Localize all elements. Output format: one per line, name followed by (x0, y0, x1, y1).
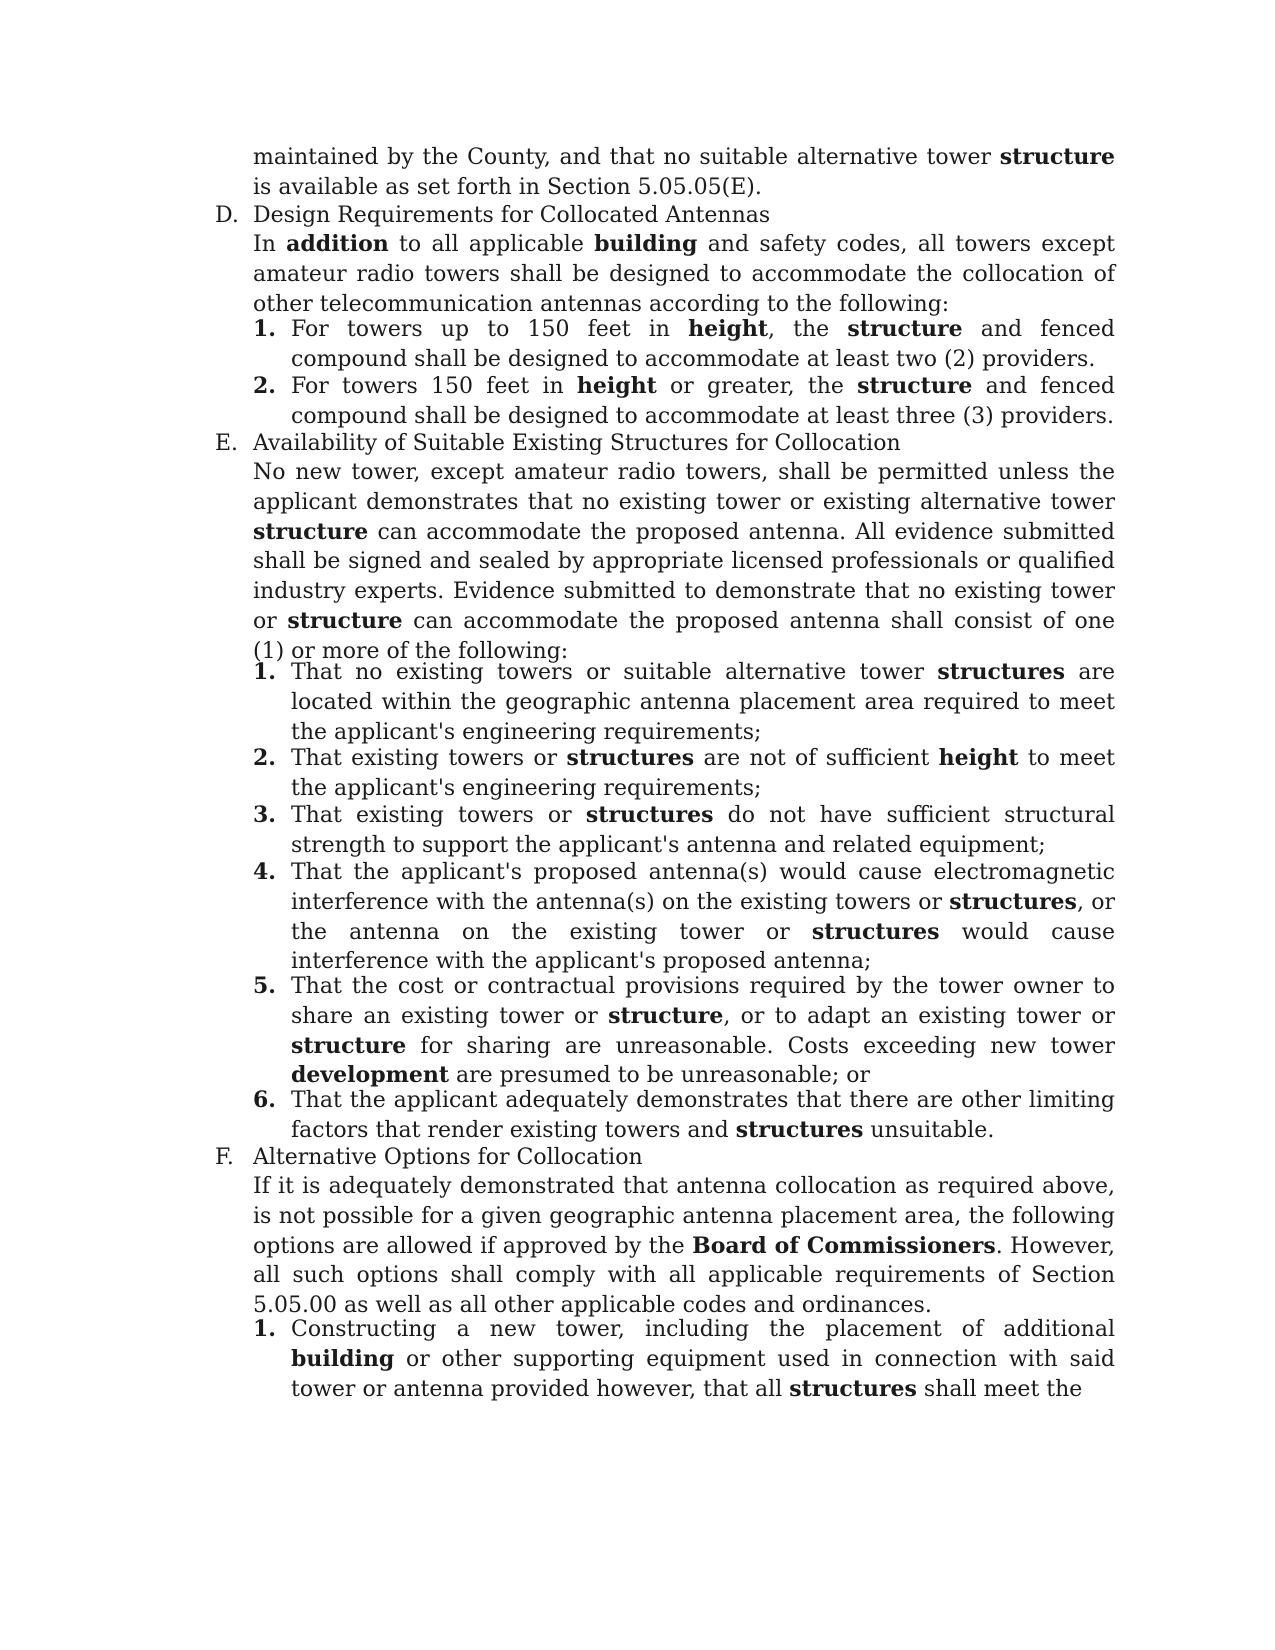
item-number: 1. (253, 659, 276, 685)
item-text (291, 315, 1115, 375)
text-run: is available as set forth in Section 5.05.05(E). (253, 174, 762, 200)
item-number: 1. (253, 1316, 276, 1342)
bold-term: structure (608, 1002, 724, 1029)
section-letter: E. (215, 431, 239, 456)
text-run: are located within the geographic antenna placement area required to meet the applicant's engineering requirements; (291, 660, 1115, 745)
bold-term: structure (291, 1032, 407, 1059)
list-item (253, 315, 1115, 375)
text-run: or greater, the (656, 374, 858, 399)
text-run: Constructing a new tower, including the placement of additional (291, 1317, 1115, 1342)
text-run: That existing towers or (291, 803, 586, 828)
item-number: 5. (253, 973, 276, 999)
item-number: 4. (253, 859, 276, 885)
list-item (253, 372, 1115, 432)
section-letter: D. (215, 203, 239, 228)
section-title: Availability of Suitable Existing Structures for Collocation (253, 431, 901, 456)
text-run: That the cost or contractual provisions required by the tower owner to share an existing tower or (291, 974, 1115, 1029)
bold-term: structure (253, 518, 369, 545)
bold-term: height (938, 745, 1019, 771)
text-run: No new tower, except amateur radio towers, shall be permitted unless the applicant demonstrates that no existing tower or existing alternative tower (253, 460, 1115, 515)
bold-term: height (688, 316, 768, 342)
item-number: 1. (253, 316, 276, 342)
list-item (253, 744, 1115, 804)
section-d-intro (253, 230, 1115, 319)
text-run: would cause interference with the applicant's proposed antenna; (291, 919, 1115, 975)
text-run: If it is adequately demonstrated that antenna collocation as required above, is not possible for a given geographic antenna placement area, the following options are allowed if approved by the (253, 1174, 1115, 1259)
text-run: In (253, 232, 287, 257)
list-item (253, 801, 1115, 861)
text-run: , or the antenna on the existing tower or (291, 889, 1115, 945)
bold-term: structures (937, 659, 1066, 685)
item-text (291, 858, 1115, 977)
list-item (253, 1315, 1115, 1404)
continuation-paragraph (253, 143, 1115, 203)
text-run: For towers 150 feet in (291, 374, 577, 399)
text-run: shall meet the (916, 1376, 1083, 1402)
item-number: 3. (253, 802, 276, 828)
bold-term: addition (286, 231, 389, 257)
text-run: That existing towers or (291, 746, 567, 771)
bold-term: structure (857, 373, 973, 399)
section-letter: F. (215, 1145, 234, 1170)
item-number: 2. (253, 373, 276, 399)
text-run: and safety codes, all towers except amateur radio towers shall be designed to accommodate the collocation of other telecommunication antennas according to the following: (253, 232, 1115, 317)
text-run: can accommodate the proposed antenna. All evidence submitted shall be signed and sealed by appropriate licensed professionals or qualified industry experts. Evidence submitted to demonstrate that no existing tower or (253, 519, 1115, 634)
item-text (291, 744, 1115, 804)
text-run: For towers up to 150 feet in (291, 317, 689, 342)
text-run: are presumed to be unreasonable; or (449, 1063, 870, 1089)
text-run: for sharing are unreasonable. Costs exceeding new tower (406, 1033, 1115, 1059)
text-run: to meet the applicant's engineering requirements; (291, 746, 1115, 801)
text-run: and fenced compound shall be designed to accommodate at least two (2) providers. (291, 317, 1115, 372)
bold-term: Board of Commissioners (692, 1232, 996, 1259)
list-item (253, 972, 1115, 1091)
bold-term: structures (566, 745, 695, 771)
text-run: can accommodate the proposed antenna shall consist of one (1) or more of the following: (253, 608, 1115, 664)
item-text (291, 1086, 1115, 1146)
bold-term: structure (287, 607, 403, 634)
text-run: or other supporting equipment used in connection with said tower or antenna provided however, that all (291, 1346, 1115, 1402)
bold-term: structures (811, 918, 940, 945)
text-run: maintained by the County, and that no suitable alternative tower (253, 145, 1000, 170)
text-run: That the applicant adequately demonstrates that there are other limiting factors that render existing towers and (291, 1088, 1115, 1143)
bold-term: structures (949, 888, 1077, 915)
list-item (253, 658, 1115, 747)
bold-term: development (291, 1062, 450, 1089)
item-number: 2. (253, 745, 276, 771)
bold-term: building (291, 1345, 395, 1372)
text-run: to all applicable (388, 232, 595, 257)
section-title: Design Requirements for Collocated Antennas (253, 203, 771, 228)
bold-term: structures (585, 802, 714, 828)
list-item (253, 858, 1115, 977)
bold-term: structures (789, 1375, 917, 1402)
section-e-intro (253, 458, 1115, 667)
text-run: . However, all such options shall comply with all applicable requirements of Section 5.05.00 as well as all other applicable codes and ordinances. (253, 1233, 1116, 1319)
bold-term: building (594, 231, 698, 257)
text-run: , the (768, 317, 848, 342)
bold-term: height (576, 373, 657, 399)
bold-term: structure (999, 144, 1115, 170)
text-run: unsuitable. (863, 1117, 995, 1143)
text-run: do not have sufficient structural strength to support the applicant's antenna and related equipment; (291, 803, 1115, 858)
section-f-intro (253, 1172, 1115, 1321)
text-run: are not of sufficient (694, 746, 939, 771)
text-run: That the applicant's proposed antenna(s) would cause electromagnetic interference with the antenna(s) on the existing towers or (291, 860, 1115, 915)
item-text (291, 372, 1115, 432)
list-item (253, 1086, 1115, 1146)
bold-term: structure (847, 316, 963, 342)
section-title: Alternative Options for Collocation (253, 1145, 643, 1170)
text-run: and fenced compound shall be designed to accommodate at least three (3) providers. (291, 374, 1116, 429)
item-text (291, 1315, 1115, 1404)
item-text (291, 801, 1115, 861)
bold-term: structures (735, 1116, 864, 1143)
text-run: , or to adapt an existing tower or (723, 1003, 1115, 1029)
item-text (291, 658, 1115, 747)
text-run: That no existing towers or suitable alternative tower (291, 660, 938, 685)
item-number: 6. (253, 1087, 276, 1113)
item-text (291, 972, 1115, 1091)
